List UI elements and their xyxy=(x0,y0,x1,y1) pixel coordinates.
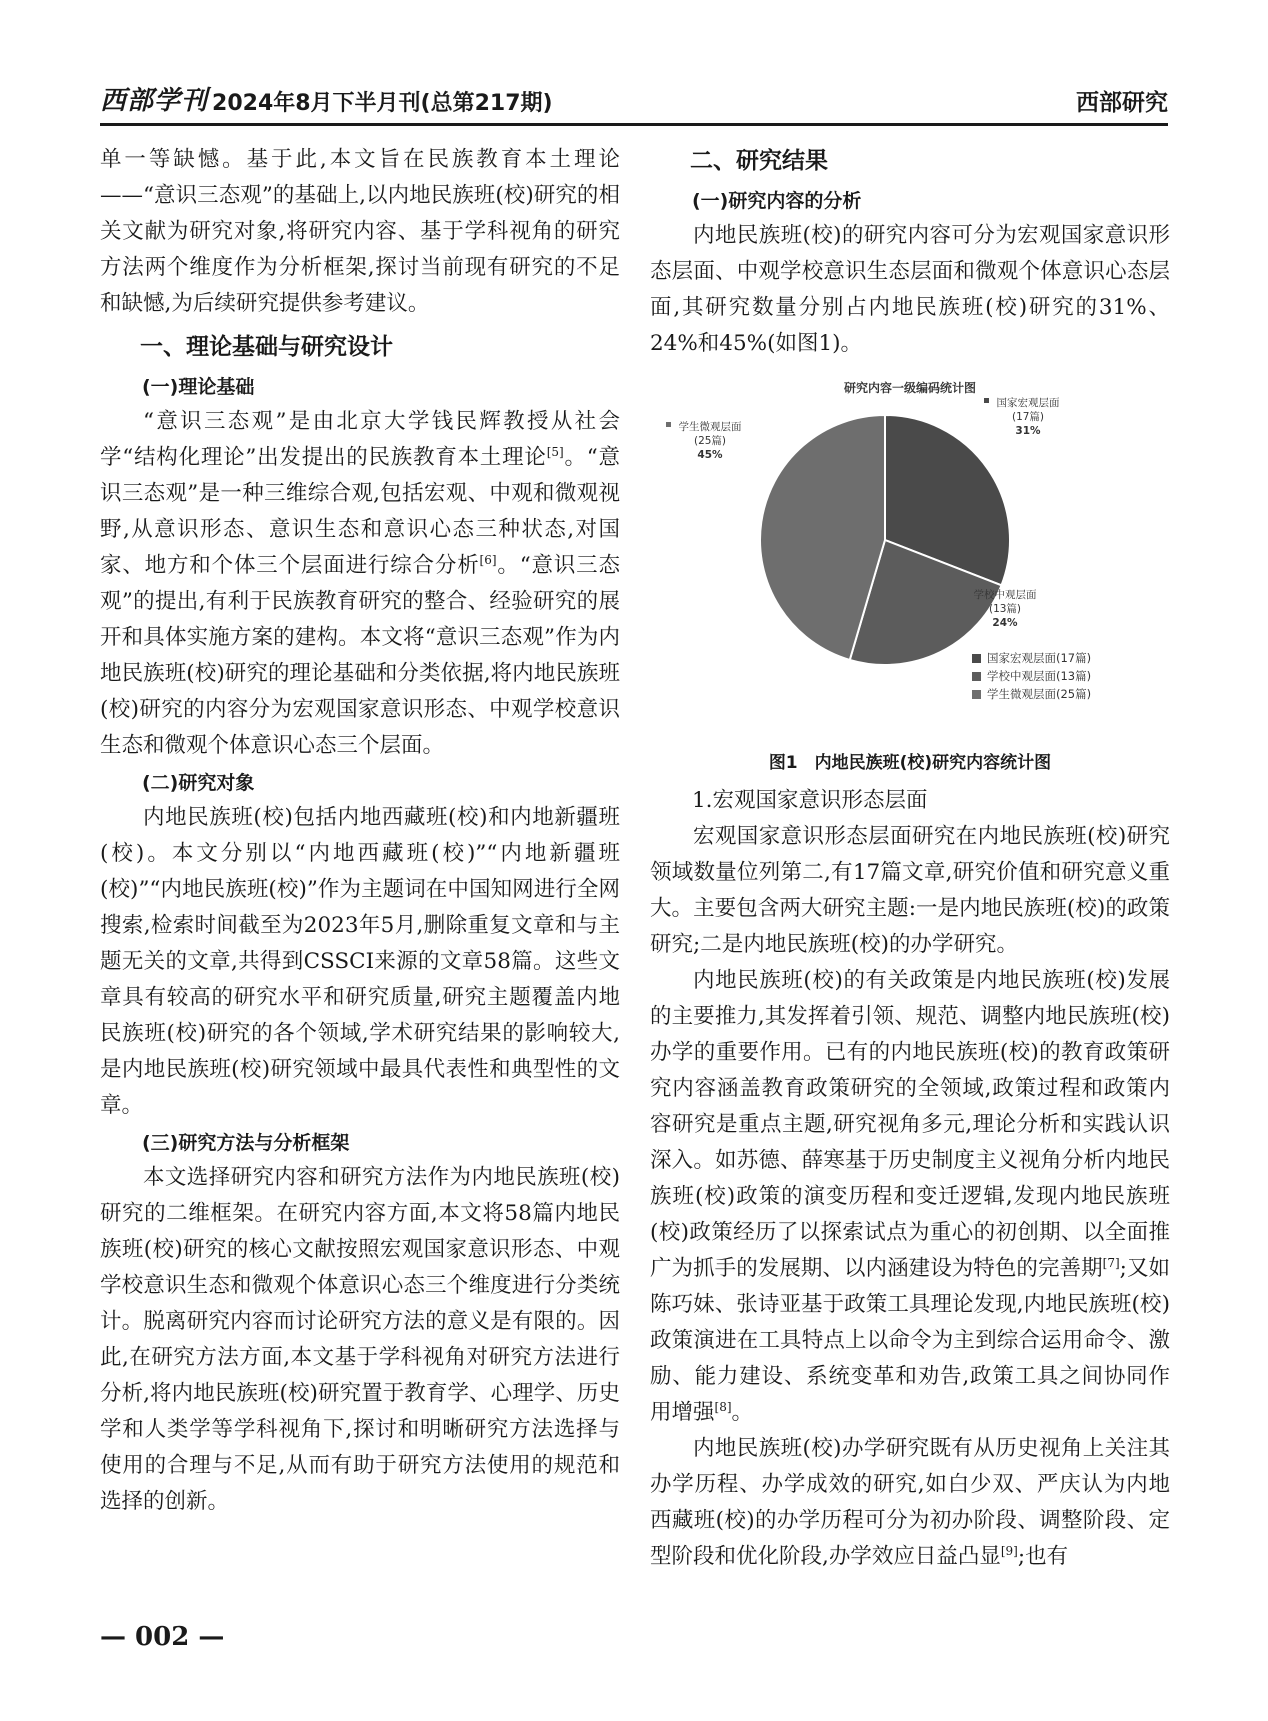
figure-caption: 图1 内地民族班(校)研究内容统计图 xyxy=(768,753,1052,773)
legend-entry: 学生微观层面(25篇) xyxy=(987,687,1092,701)
chart-title: 研究内容一级编码统计图 xyxy=(843,381,977,395)
left-column xyxy=(100,142,620,1520)
slice-label-marker xyxy=(666,422,671,427)
citation: [5] xyxy=(546,444,564,459)
slice-label-name: 学校中观层面 xyxy=(973,589,1037,601)
legend-swatch xyxy=(972,690,981,699)
pie-chart-figure xyxy=(650,370,1170,745)
slice-label-percent: 45% xyxy=(697,449,723,461)
right-column xyxy=(650,142,1170,1575)
issue-info: 2024年8月下半月刊(总第217期) xyxy=(212,91,553,116)
paragraph: “意识三态观”是由北京大学钱民辉教授从社会学“结构化理论”出发提出的民族教育本土理论[5]。“意识三态观”是一种三维综合观,包括宏观、中观和微观视野,从意识形态、意识生态和意识心态三种状态,对国家、地方和个体三个层面进行综合分析[6]。“意识三态观”的提出,有利于民族教育研究的整合、经验研究的展开和具体实施方案的建构。本文将“意识三态观”作为内地民族班(校)研究的理论基础和分类依据,将内地民族班(校)研究的内容分为宏观国家意识形态、中观学校意识生态和微观个体意识心态三个层面。 xyxy=(100,409,620,758)
paragraph: 内地民族班(校)包括内地西藏班(校)和内地新疆班(校)。本文分别以“内地西藏班(校)”“内地新疆班(校)”“内地民族班(校)”作为主题词在中国知网进行全网搜索,检索时间截至为2023年5月,删除重复文章和与主题无关的文章,共得到CSSCI来源的文章58篇。这些文章具有较高的研究水平和研究质量,研究主题覆盖内地民族班(校)研究的各个领域,学术研究结果的影响较大,是内地民族班(校)研究领域中最具代表性和典型性的文章。 xyxy=(100,805,620,1118)
legend-swatch xyxy=(972,654,981,663)
slice-label-name: 国家宏观层面 xyxy=(996,397,1060,409)
page-number: — 002 — xyxy=(100,1622,225,1652)
section-name: 西部研究 xyxy=(1076,90,1168,116)
slice-label-marker xyxy=(984,398,989,403)
paragraph: 内地民族班(校)的有关政策是内地民族班(校)发展的主要推力,其发挥着引领、规范、调整内地民族班(校)办学的重要作用。已有的内地民族班(校)的教育政策研究内容涵盖教育政策研究的全领域,政策过程和政策内容研究是重点主题,研究视角多元,理论分析和实践认识深入。如苏德、薛寒基于历史制度主义视角分析内地民族班(校)政策的演变历程和变迁逻辑,发现内地民族班(校)政策经历了以探索试点为重心的初创期、以全面推广为抓手的发展期、以内涵建设为特色的完善期[7];又如陈巧妹、张诗亚基于政策工具理论发现,内地民族班(校)政策演进在工具特点上以命令为主到综合运用命令、激励、能力建设、系统变革和劝告,政策工具之间协同作用增强[8]。 xyxy=(650,968,1170,1425)
slice-label-count: (13篇) xyxy=(988,603,1022,615)
slice-label-marker xyxy=(961,590,966,595)
section-heading: 一、理论基础与研究设计 xyxy=(140,334,393,360)
subsection-heading: (一)理论基础 xyxy=(142,376,255,398)
section-heading: 二、研究结果 xyxy=(690,148,828,174)
legend-swatch xyxy=(972,672,981,681)
paragraph: 本文选择研究内容和研究方法作为内地民族班(校)研究的二维框架。在研究内容方面,本文将58篇内地民族班(校)研究的核心文献按照宏观国家意识形态、中观学校意识生态和微观个体意识心态三个维度进行分类统计。脱离研究内容而讨论研究方法的意义是有限的。因此,在研究方法方面,本文基于学科视角对研究方法进行分析,将内地民族班(校)研究置于教育学、心理学、历史学和人类学等学科视角下,探讨和明晰研究方法选择与使用的合理与不足,从而有助于研究方法使用的规范和选择的创新。 xyxy=(100,1165,620,1514)
header-left xyxy=(100,80,553,117)
subsection-heading: (一)研究内容的分析 xyxy=(692,190,862,212)
paragraph: 内地民族班(校)的研究内容可分为宏观国家意识形态层面、中观学校意识生态层面和微观个体意识心态层面,其研究数量分别占内地民族班(校)研究的31%、24%和45%(如图1)。 xyxy=(650,223,1170,356)
paragraph: 宏观国家意识形态层面研究在内地民族班(校)研究领域数量位列第二,有17篇文章,研究价值和研究意义重大。主要包含两大研究主题:一是内地民族班(校)的政策研究;二是内地民族班(校)的办学研究。 xyxy=(650,824,1170,957)
slice-label-percent: 24% xyxy=(992,617,1018,629)
legend-entry: 国家宏观层面(17篇) xyxy=(987,651,1092,665)
paragraph: 单一等缺憾。基于此,本文旨在民族教育本土理论——“意识三态观”的基础上,以内地民族班(校)研究的相关文献为研究对象,将研究内容、基于学科视角的研究方法两个维度作为分析框架,探讨当前现有研究的不足和缺憾,为后续研究提供参考建议。 xyxy=(100,147,620,316)
slice-label-percent: 31% xyxy=(1015,425,1041,437)
paragraph: 内地民族班(校)办学研究既有从历史视角上关注其办学历程、办学成效的研究,如白少双、严庆认为内地西藏班(校)的办学历程可分为初办阶段、调整阶段、定型阶段和优化阶段,办学效应日益凸显[9];也有 xyxy=(650,1436,1170,1569)
citation: [6] xyxy=(479,552,497,567)
slice-label-name: 学生微观层面 xyxy=(678,421,742,433)
subsection-heading: (三)研究方法与分析框架 xyxy=(142,1132,350,1154)
journal-logo: 西部学刊 xyxy=(100,86,209,116)
slice-label-count: (17篇) xyxy=(1011,411,1045,423)
numbered-heading: 1.宏观国家意识形态层面 xyxy=(692,788,928,813)
citation: [9] xyxy=(1000,1543,1018,1558)
subsection-heading: (二)研究对象 xyxy=(142,772,255,794)
running-header xyxy=(100,88,1168,126)
slice-label-count: (25篇) xyxy=(693,435,727,447)
pie-chart xyxy=(650,370,1170,745)
legend-entry: 学校中观层面(13篇) xyxy=(987,669,1092,683)
citation: [7] xyxy=(1102,1255,1120,1270)
citation: [8] xyxy=(714,1399,732,1414)
